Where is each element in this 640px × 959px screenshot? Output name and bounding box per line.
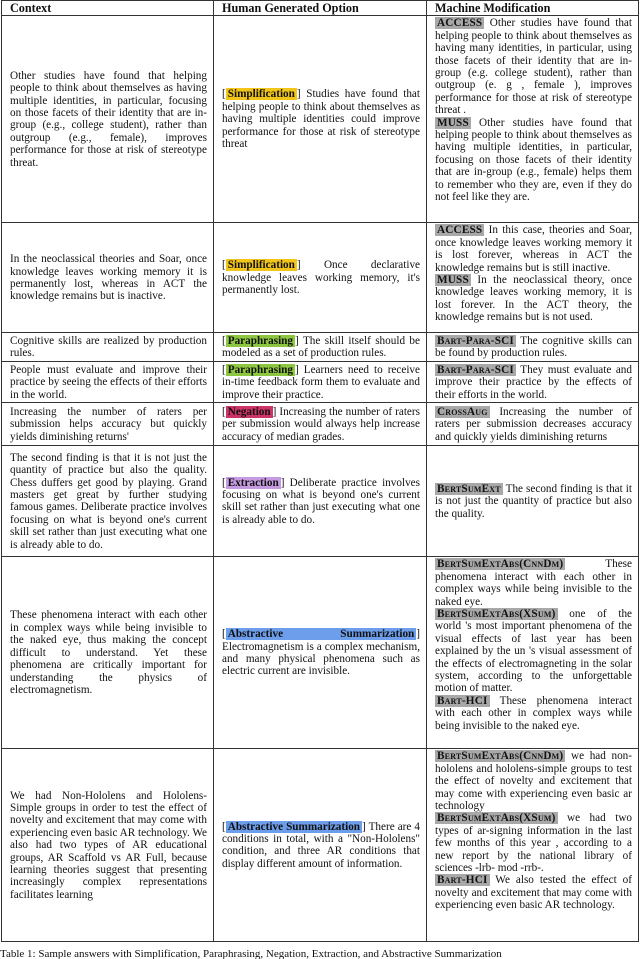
header-human-option: Human Generated Option xyxy=(214,1,427,16)
context-cell: Other studies have found that helping people to think about themselves as having multiple identities, in particular, focusing on those facets of their identity that are in-group (e.g., college student), rather than outgroup (e.g., female), improves performance for those at risk of stereotype threat. xyxy=(2,16,214,223)
machine-output xyxy=(435,750,632,812)
machine-output xyxy=(435,17,632,116)
model-tag: BertSumExtAbs(CnnDm) xyxy=(437,558,564,571)
table-row xyxy=(2,403,639,446)
context-cell: The second finding is that it is not just the quantity of practice but also the quality. Chess duffers get good by playing. Grand masters get great by further studying famous games. Deliberate practice involves focusing on what is beyond one's current skill set rather than just executing what one is already able to do. xyxy=(2,446,214,557)
model-tag: CrossAug xyxy=(437,405,488,418)
human-option-text: Once declarative knowledge leaves working memory, it's permanently lost. xyxy=(222,259,420,297)
model-tag: BertSumExt xyxy=(437,482,501,495)
model-tag: Bart-Para-SCI xyxy=(437,335,514,347)
human-option-text: Increasing the number of raters per submission would always help increase accuracy of median grades. xyxy=(222,405,420,443)
table-row xyxy=(2,16,639,223)
machine-text: one of the world 's most important phenomena of the visual effects of last year has been explained by the un 's visual assessment of the effects of electromagneting in the solar system, according to the unforgettable motion of matter. xyxy=(435,608,632,695)
abstractive-summarization-tag: Abstractive Summarization xyxy=(227,820,361,833)
caption-text: Table 1: Sample answers with Simplification, Paraphrasing, Negation, Extraction, and Abstractive Summarization xyxy=(0,948,502,959)
context-cell: We had Non-Hololens and Hololens-Simple groups in order to test the effect of novelty and excitement that may come with experiencing even basic AR technology. We also had two types of AR educational groups, AR Scaffold vs AR Full, because learning theories suggest that presenting increasingly complex representations facilitates learning xyxy=(2,749,214,942)
machine-text: These phenomena interact with each other in complex ways while being invisible to the naked eye. xyxy=(435,694,632,732)
machine-modification-cell xyxy=(427,446,639,557)
context-cell: In the neoclassical theories and Soar, once knowledge leaves working memory it is permanently lost, whereas in ACT the knowledge remains but is inactive. xyxy=(2,223,214,333)
model-tag: Bart-HCI xyxy=(437,694,488,707)
context-cell: Increasing the number of raters per submission helps accuracy but quickly yields diminishing returns' xyxy=(2,403,214,446)
machine-modification-cell xyxy=(427,749,639,942)
abstractive-summarization-tag: Abstractive Summarization xyxy=(227,628,415,641)
machine-text: In the neoclassical theory, once knowledge leaves working memory, it is lost forever. In the ACT theory, the knowledge remains but is not used. xyxy=(435,274,632,324)
model-tag: MUSS xyxy=(437,274,469,287)
table-row xyxy=(2,223,639,333)
machine-text: we had two types of ar-signing information in the last few months of this year , according to a new report by the national library of sciences -lrb- mod -rrb-. xyxy=(435,812,632,875)
machine-output xyxy=(435,483,632,520)
machine-output xyxy=(435,224,632,274)
human-option-text: The skill itself should be modeled as a set of production rules. xyxy=(222,335,420,360)
table-caption xyxy=(0,948,640,959)
human-option-text: Electromagnetism is a complex mechanism, and many physical phenomena such as electric current are invisible. xyxy=(222,640,420,678)
machine-text: The cognitive skills can be found by production rules. xyxy=(435,335,632,360)
human-option-text: Studies have found that helping people to think about themselves as having multiple identities could improve performance for those at risk of stereotype threat xyxy=(222,88,420,151)
machine-modification-cell xyxy=(427,362,639,403)
machine-text: In this case, theories and Soar, once knowledge leaves working memory it is lost forever, whereas in ACT the knowledge remains but is still inactive. xyxy=(435,224,633,274)
machine-text: They must evaluate and improve their practice by the effects of their efforts in the world. xyxy=(435,363,632,401)
human-option-cell: [ Abstractive Summarization ] There are 4 conditions in total, with a "Non-Hololens" condition, and three AR conditions that display different amount of information. xyxy=(214,749,427,942)
paraphrasing-tag: Paraphrasing xyxy=(227,363,294,376)
machine-output xyxy=(435,117,632,204)
table-row xyxy=(2,446,639,557)
paraphrasing-tag: Paraphrasing xyxy=(227,335,294,347)
machine-text: We also tested the effect of novelty and excitement that may come with experiencing even basic AR technology. xyxy=(435,874,632,912)
negation-tag: Negation xyxy=(227,405,271,418)
header-row xyxy=(2,1,639,16)
machine-modification-cell xyxy=(427,557,639,749)
machine-text: Increasing the number of raters per submission decreases accuracy and quickly yields diminishing returns xyxy=(435,405,632,443)
machine-modification-cell xyxy=(427,223,639,333)
human-option-text: Learners need to receive in-time feedback form them to evaluate and improve their practice. xyxy=(222,363,420,401)
machine-text: The second finding is that it is not just the quantity of practice but also the quality. xyxy=(435,482,632,520)
model-tag: Bart-HCI xyxy=(437,874,488,887)
context-cell: These phenomena interact with each other in complex ways while being invisible to the naked eye, thus making the concept difficult to understand. Yet these phenomena are critically important for understanding the physics of electromagnetism. xyxy=(2,557,214,749)
context-cell: Cognitive skills are realized by production rules. xyxy=(2,333,214,362)
model-tag: Bart-Para-SCI xyxy=(437,363,514,376)
human-option-cell: [ Simplification ] Once declarative knowledge leaves working memory, it's permanently lost. xyxy=(214,223,427,333)
table-row xyxy=(2,333,639,362)
human-option-text: Deliberate practice involves focusing on what is beyond one's current skill set rather than just executing what one is already able to do. xyxy=(222,476,420,526)
machine-text: Other studies have found that helping people to think about themselves as having multiple identities, in particular, focusing on those facets of their identity that are in-group (e.g., female) helps them to remember who they are, even if they do not feel like they are. xyxy=(435,116,633,204)
header-context: Context xyxy=(2,1,214,16)
machine-output xyxy=(435,558,632,608)
machine-output xyxy=(435,608,632,695)
machine-text: Other studies have found that helping people to think about themselves as having many identities, in particular, using those facets of their identity that are in-group (e.g. college student), rather than outgroup (e. g , female ), improves performance for those at risk of stereotype threat . xyxy=(435,17,632,117)
model-tag: MUSS xyxy=(437,116,469,129)
simplification-tag: Simplification xyxy=(227,259,295,272)
human-option-cell: [ Simplification ] Studies have found that helping people to think about themselves as having multiple identities could improve performance for those at risk of stereotype threat xyxy=(214,16,427,223)
human-option-cell: [ Paraphrasing ] Learners need to receive in-time feedback form them to evaluate and improve their practice. xyxy=(214,362,427,403)
header-machine-modification: Machine Modification xyxy=(427,1,639,16)
machine-output xyxy=(435,695,632,732)
machine-output xyxy=(435,812,632,874)
model-tag: ACCESS xyxy=(437,17,483,30)
human-option-cell: [ Paraphrasing ] The skill itself should be modeled as a set of production rules. xyxy=(214,333,427,362)
extraction-tag: Extraction xyxy=(227,476,279,489)
simplification-tag: Simplification xyxy=(227,88,295,101)
table-row xyxy=(2,362,639,403)
machine-output xyxy=(435,274,632,324)
model-tag: ACCESS xyxy=(437,224,483,237)
table-row xyxy=(2,749,639,942)
human-option-cell: [ Extraction ] Deliberate practice involves focusing on what is beyond one's current skill set rather than just executing what one is already able to do. xyxy=(214,446,427,557)
machine-modification-cell xyxy=(427,333,639,362)
machine-text: we had non-hololens and hololens-simple groups to test the effect of novelty and excitement that may come with experiencing even basic ar technology xyxy=(435,750,632,813)
human-option-cell: [ Negation ] Increasing the number of raters per submission would always help increase accuracy of median grades. xyxy=(214,403,427,446)
machine-output xyxy=(435,406,632,443)
machine-output xyxy=(435,874,632,911)
machine-output xyxy=(435,364,632,401)
context-cell: People must evaluate and improve their practice by seeing the effects of their efforts in the world. xyxy=(2,362,214,403)
machine-modification-cell xyxy=(427,403,639,446)
human-option-text: There are 4 conditions in total, with a "Non-Hololens" condition, and three AR conditions that display different amount of information. xyxy=(222,820,420,870)
model-tag: BertSumExtAbs(XSum) xyxy=(437,608,556,621)
examples-table xyxy=(1,0,639,942)
table-row xyxy=(2,557,639,749)
machine-output xyxy=(435,335,632,360)
human-option-cell: [ Abstractive Summarization ] Electromagnetism is a complex mechanism, and many physical phenomena such as electric current are invisible. xyxy=(214,557,427,749)
model-tag: BertSumExtAbs(CnnDm) xyxy=(437,750,564,763)
machine-modification-cell xyxy=(427,16,639,223)
machine-text: These phenomena interact with each other in complex ways while being invisible to the naked eye. xyxy=(435,558,632,608)
model-tag: BertSumExtAbs(XSum) xyxy=(437,812,556,825)
